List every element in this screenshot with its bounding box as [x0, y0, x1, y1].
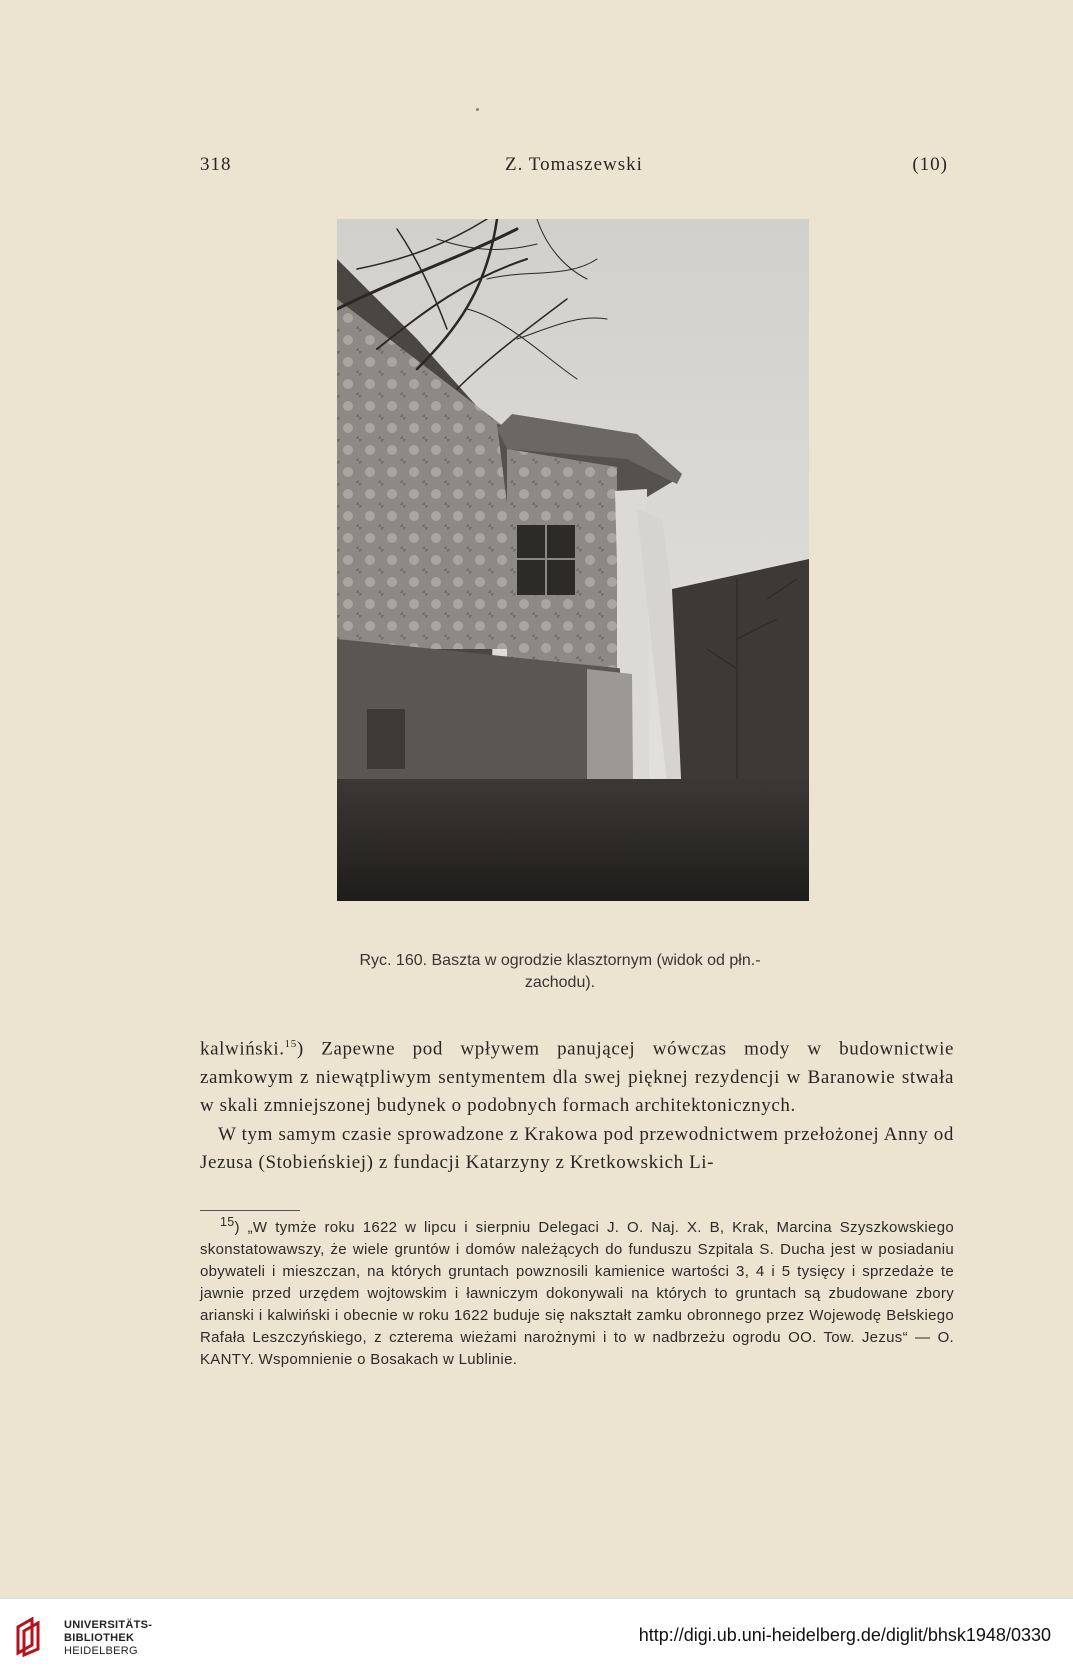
library-name	[64, 1619, 152, 1658]
page-number: 318	[200, 154, 232, 175]
library-name-line-2: BIBLIOTHEK	[64, 1632, 135, 1644]
library-name-line-1: UNIVERSITÄTS-	[64, 1619, 153, 1631]
figure-caption	[300, 950, 820, 994]
paragraph-1-start: kalwiński.	[200, 1038, 285, 1060]
viewer-footer	[0, 1598, 1073, 1676]
paragraph-2: W tym samym czasie sprowadzone z Krakowa pod przewodnictwem przełożonej Anny od Jezusa (Stobieńskiej) z fundacji Katarzyny z Kretkowskich Li-	[200, 1123, 954, 1174]
permalink-url[interactable]: http://digi.ub.uni-heidelberg.de/diglit/bhsk1948/0330	[638, 1625, 1051, 1645]
body-text	[200, 1030, 954, 1178]
paragraph-1	[200, 1030, 954, 1121]
paper-speck	[476, 108, 479, 111]
figure-photograph	[337, 219, 809, 901]
footnote-paragraph	[200, 1211, 954, 1371]
running-header	[200, 154, 948, 182]
running-author: Z. Tomaszewski	[505, 154, 643, 175]
library-logo-icon	[14, 1617, 54, 1657]
caption-line-1: Ryc. 160. Baszta w ogrodzie klasztornym (widok od płn.-	[359, 952, 761, 969]
footnote-number: 15	[220, 1215, 235, 1229]
section-number: (10)	[912, 154, 948, 175]
caption-line-2: zachodu).	[524, 974, 596, 991]
footnote-ref: 15	[284, 1038, 297, 1050]
footnote	[200, 1211, 954, 1371]
footnote-text: ) „W tymże roku 1622 w lipcu i sierpniu Delegaci J. O. Naj. X. B, Krak, Marcina Szyszkowskiego skonstatowawszy, że wiele gruntów i domów należących do funduszu Szpitala S. Ducha jest w posiadaniu obywateli i mieszczan, na których gruntach powznosili kamienice wartości 3, 4 i 5 tysięcy i sprzedaże te jawnie przed urzędem wojtowskim i ławniczym dokonywali na których to gruntach są zbudowane zbory arianski i kalwiński i obecnie w roku 1622 buduje się nakształt zamku obronnego przez Wojewodę Bełskiego Rafała Leszczyńskiego, z czterema wieżami narożnymi i to w nadbrzeżu ogrodu OO. Tow. Jezus“ — O. KANTY. Wspomnienie o Bosakach w Lublinie.	[200, 1219, 954, 1368]
tower-photo-illustration	[337, 219, 809, 901]
paragraph-1-rest: ) Zapewne pod wpływem panującej wówczas mody w budownictwie zamkowym z niewątpliwym sentymentem dla swej pięknej rezydencji w Baranowie stwała w skali zmniejszonej budynek o podobnych formach architektonicznych.	[200, 1038, 954, 1117]
library-name-line-3: HEIDELBERG	[64, 1645, 138, 1657]
